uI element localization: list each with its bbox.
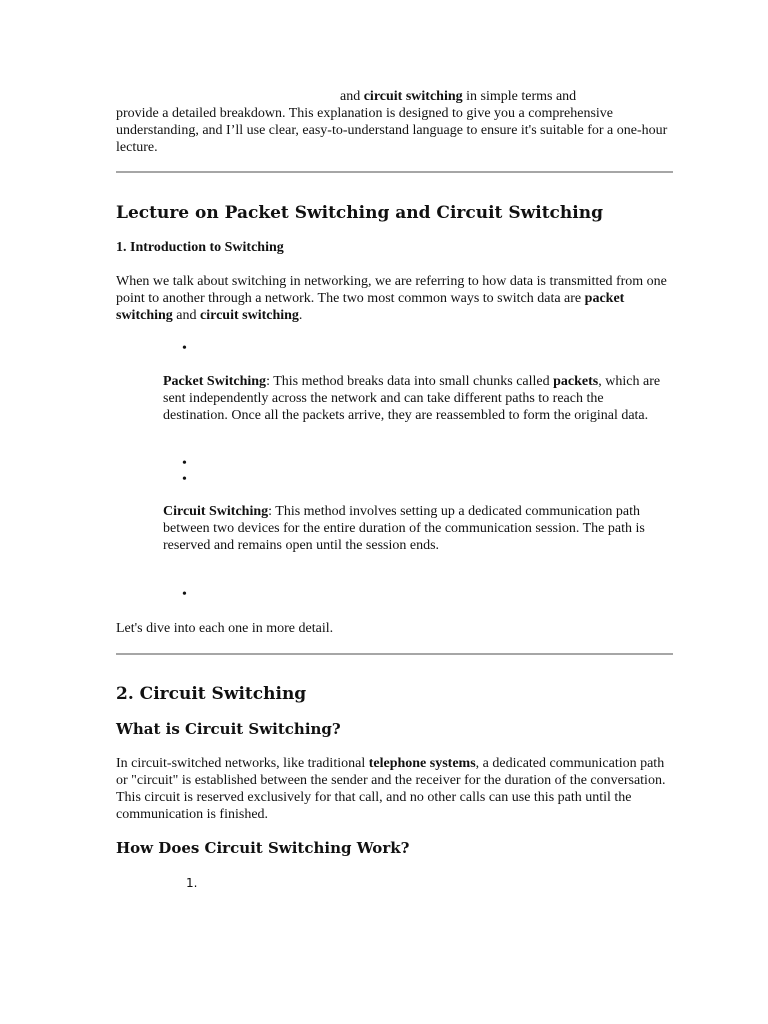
section-circuit-heading: 2. Circuit Switching xyxy=(116,684,307,704)
lecture-title: Lecture on Packet Switching and Circuit Switching xyxy=(116,203,603,223)
para-text: and xyxy=(172,308,201,323)
bullet-marker: • xyxy=(182,341,187,356)
para-text: , a dedicated communication path or "circuit" is established between the sender and the receiver for the duration of the conversation. This circuit is reserved exclusively for that call, and no other calls can use this path until the communication is finished. xyxy=(116,756,666,822)
para-text: : This method breaks data into small chunks called xyxy=(266,374,554,389)
circuit-switching-item xyxy=(163,503,663,554)
intro-text: and xyxy=(340,89,364,104)
bold-term: circuit switching xyxy=(200,308,299,323)
how-does-heading: How Does Circuit Switching Work? xyxy=(116,839,410,857)
horizontal-rule xyxy=(116,171,673,173)
para-text: . xyxy=(298,308,303,323)
bold-term: packets xyxy=(553,374,599,389)
packet-switching-item xyxy=(163,373,663,424)
bullet-marker: • xyxy=(182,587,187,602)
para-text: In circuit-switched networks, like traditional xyxy=(116,756,369,771)
section-intro-heading: 1. Introduction to Switching xyxy=(116,240,284,255)
bold-term: Circuit Switching xyxy=(163,504,269,519)
para-text: : This method involves setting up a dedicated communication path between two devices for the entire duration of the communication session. The path is reserved and remains open until the session ends. xyxy=(163,504,645,553)
closing-paragraph: Let's dive into each one in more detail. xyxy=(116,621,334,636)
para-text: , which are sent independently across the network and can take different paths to reach the destination. Once all the packets arrive, they are reassembled to form the original data. xyxy=(163,374,661,423)
bold-term: Packet Switching xyxy=(163,374,267,389)
what-is-heading: What is Circuit Switching? xyxy=(116,720,341,738)
bold-term: telephone systems xyxy=(368,756,476,771)
intro-text: in simple terms and xyxy=(462,89,577,104)
horizontal-rule xyxy=(116,653,673,655)
intro-bold-term: circuit switching xyxy=(363,89,463,104)
intro-rest: provide a detailed breakdown. This explanation is designed to give you a comprehensive understanding, and I’ll use clear, easy-to-understand language to ensure it's suitable for a one-hour lecture. xyxy=(116,106,668,155)
numbered-list-marker: 1. xyxy=(186,876,198,890)
bold-term: packet switching xyxy=(116,291,625,323)
circuit-description-paragraph xyxy=(116,755,676,823)
intro-paragraph xyxy=(116,88,676,156)
switching-paragraph xyxy=(116,273,676,324)
bullet-marker: • xyxy=(182,472,187,487)
para-text: When we talk about switching in networking, we are referring to how data is transmitted from one point to another through a network. The two most common ways to switch data are xyxy=(116,274,667,306)
bullet-marker: • xyxy=(182,456,187,471)
intro-first-line xyxy=(116,88,676,105)
